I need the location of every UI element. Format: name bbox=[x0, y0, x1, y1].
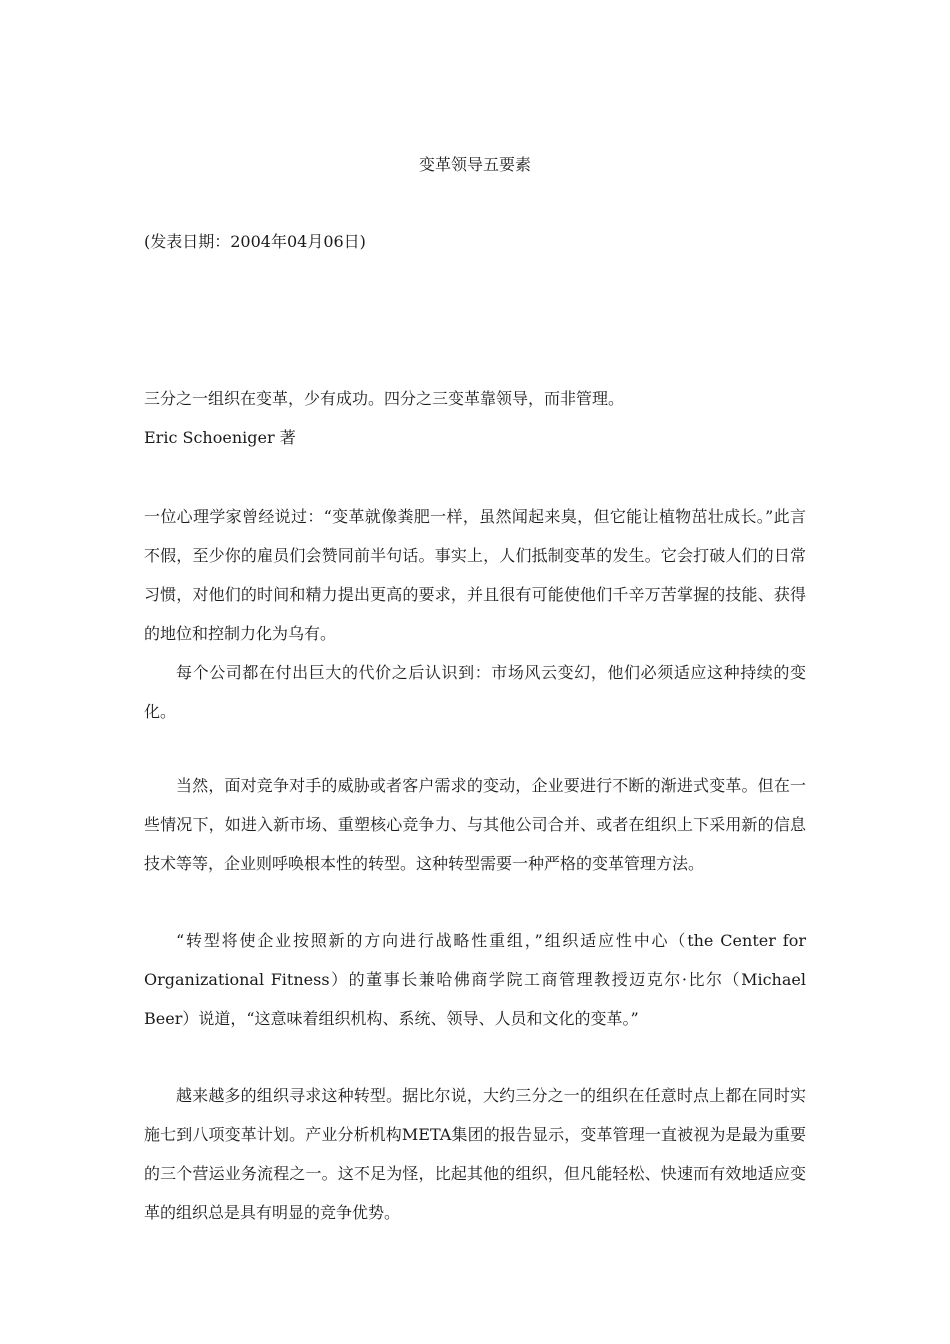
paragraph-1: 一位心理学家曾经说过：“变革就像粪肥一样，虽然闻起来臭，但它能让植物茁壮成长。”此言不假，至少你的雇员们会赞同前半句话。事实上，人们抵制变革的发生。它会打破人们的日常习惯，对他们的时间和精力提出更高的要求，并且很有可能使他们千辛万苦掌握的技能、获得的地位和控制力化为乌有。 bbox=[144, 507, 806, 643]
paragraph-3: 当然，面对竞争对手的威胁或者客户需求的变动，企业要进行不断的渐进式变革。但在一些情况下，如进入新市场、重塑核心竞争力、与其他公司合并、或者在组织上下采用新的信息技术等等，企业则呼唤根本性的转型。这种转型需要一种严格的变革管理方法。 bbox=[144, 776, 806, 873]
author-line: Eric Schoeniger 著 bbox=[144, 428, 296, 447]
document-subtitle: 三分之一组织在变革，少有成功。四分之三变革靠领导，而非管理。 bbox=[144, 389, 625, 408]
publish-date: (发表日期：2004年04月06日) bbox=[144, 232, 366, 251]
paragraph-4: “转型将使企业按照新的方向进行战略性重组，”组织适应性中心（the Center for Organizational Fitness）的董事长兼哈佛商学院工商管理教授迈克尔·比尔（Michael Beer）说道，“这意味着组织机构、系统、领导、人员和文化的变革。” bbox=[144, 931, 806, 1028]
document-title: 变革领导五要素 bbox=[418, 155, 531, 174]
paragraph-5: 越来越多的组织寻求这种转型。据比尔说，大约三分之一的组织在任意时点上都在同时实施七到八项变革计划。产业分析机构META集团的报告显示，变革管理一直被视为是最为重要的三个营运业务流程之一。这不足为怪，比起其他的组织，但凡能轻松、快速而有效地适应变革的组织总是具有明显的竞争优势。 bbox=[144, 1086, 806, 1222]
paragraph-2: 每个公司都在付出巨大的代价之后认识到：市场风云变幻，他们必须适应这种持续的变化。 bbox=[144, 663, 806, 721]
